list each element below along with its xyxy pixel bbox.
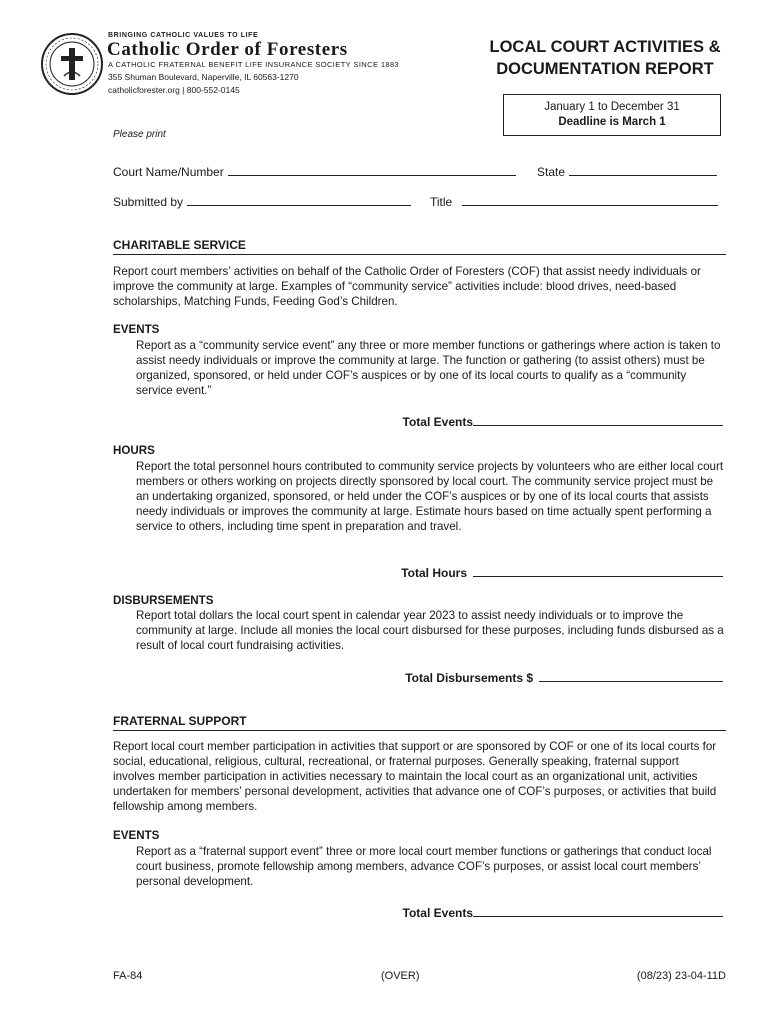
hours-text: Report the total personnel hours contributed to community service projects by volunteers who are either local court members or others working on projects directly sponsored by local court. The community service project must be an undertaking organized, sponsored, or held under the COF’s auspices or by one of its local courts that assists needy individuals or improves the community at large. Estimate hours based on time actually spent performing a service to others, including time spent in preparation and travel. xyxy=(136,460,724,533)
court-name-field xyxy=(113,163,516,179)
cof-seal-icon xyxy=(40,32,104,96)
page-title xyxy=(440,36,770,80)
court-name-input[interactable] xyxy=(228,163,516,176)
hours-heading: HOURS xyxy=(113,444,155,457)
disbursements-heading: DISBURSEMENTS xyxy=(113,594,214,607)
form-number: FA-84 xyxy=(113,970,143,982)
title-line-1: LOCAL COURT ACTIVITIES & xyxy=(489,38,721,56)
charitable-total-events xyxy=(403,413,723,429)
total-events-label: Total Events xyxy=(402,415,473,429)
brand-tagline: BRINGING CATHOLIC VALUES TO LIFE xyxy=(108,32,259,39)
state-field xyxy=(537,163,717,179)
disbursements-text: Report total dollars the local court spent in calendar year 2023 to assist needy individuals or to improve the community at large. Include all monies the local court disbursed for these purposes, including funds disbursed as a result of local court fundraising activities. xyxy=(136,609,724,652)
org-name: Catholic Order of Foresters xyxy=(107,39,348,60)
total-hours-label: Total Hours xyxy=(401,566,467,580)
org-web-phone: catholicforester.org | 800-552-0145 xyxy=(108,85,240,95)
total-disbursements-input[interactable] xyxy=(539,669,723,682)
deadline-date: Deadline is March 1 xyxy=(558,116,666,128)
state-label: State xyxy=(537,165,566,179)
fraternal-support-heading: FRATERNAL SUPPORT xyxy=(113,714,726,731)
charitable-events-heading: EVENTS xyxy=(113,323,160,336)
title-line-2: DOCUMENTATION REPORT xyxy=(496,60,714,78)
please-print-note: Please print xyxy=(113,129,166,140)
total-disbursements-label: Total Disbursements $ xyxy=(405,671,533,685)
title-label: Title xyxy=(430,195,453,209)
org-subtitle: A CATHOLIC FRATERNAL BENEFIT LIFE INSURANCE SOCIETY SINCE 1883 xyxy=(108,60,400,69)
charitable-total-disbursements xyxy=(405,669,723,685)
fraternal-total-events-input[interactable] xyxy=(473,904,723,917)
org-address: 355 Shuman Boulevard, Naperville, IL 60563-1270 xyxy=(108,72,299,82)
deadline-box xyxy=(503,94,721,136)
deadline-period: January 1 to December 31 xyxy=(544,101,680,113)
submitted-by-input[interactable] xyxy=(187,193,411,206)
over-note: (OVER) xyxy=(381,970,420,982)
fraternal-total-events-label: Total Events xyxy=(402,906,473,920)
charitable-intro: Report court members’ activities on behalf of the Catholic Order of Foresters (COF) that assist needy individuals or improve the community at large. Examples of “community service” activities include: blood drives, need-based scholarships, Matching Funds, Feeding God’s Children. xyxy=(113,265,701,308)
fraternal-total-events xyxy=(403,904,723,920)
submitted-by-field xyxy=(113,193,411,209)
total-events-input[interactable] xyxy=(473,413,723,426)
state-input[interactable] xyxy=(569,163,717,176)
revision-code: (08/23) 23-04-11D xyxy=(636,970,726,982)
title-field xyxy=(430,193,718,209)
total-hours-input[interactable] xyxy=(473,564,723,577)
title-input[interactable] xyxy=(462,193,718,206)
charitable-total-hours xyxy=(401,564,723,580)
submitted-by-label: Submitted by xyxy=(113,195,184,209)
charitable-events-text: Report as a “community service event” any three or more member functions or gatherings where action is taken to assist needy individuals or improve the community at large. The function or gathering (to assist others) must be organized, sponsored, or held under COF’s auspices or by one of its local courts to qualify as a “community service event.” xyxy=(136,339,721,397)
fraternal-intro: Report local court member participation in activities that support or are sponsored by COF or one of its local courts for social, educational, religious, cultural, recreational, or fraternal purposes. Generally speaking, fraternal support involves member participation in activities necessary to maintain the local court as an organizational unit, activities undertaken for members’ personal development, activities that advance one of COF’s purposes, or activities that build fellowship among members. xyxy=(113,740,717,813)
charitable-service-heading: CHARITABLE SERVICE xyxy=(113,238,726,255)
fraternal-events-heading: EVENTS xyxy=(113,829,160,842)
court-name-label: Court Name/Number xyxy=(113,165,224,179)
fraternal-events-text: Report as a “fraternal support event” three or more local court member functions or gatherings that conduct local court business, promote fellowship among members, advance COF’s purposes, or assist local court members’ personal development. xyxy=(136,845,712,888)
